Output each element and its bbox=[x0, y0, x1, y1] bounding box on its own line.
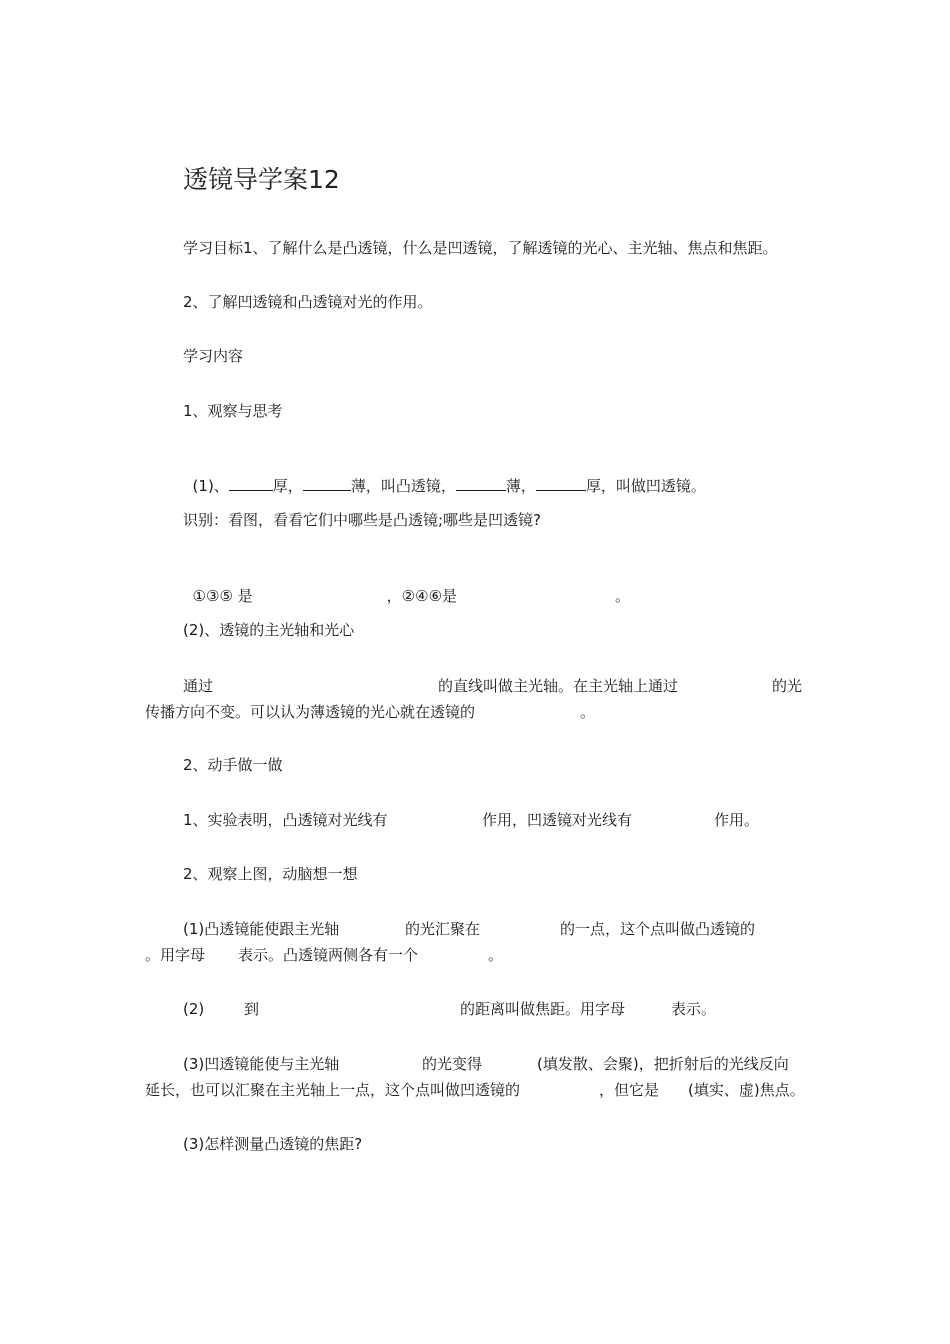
concave-t4: 延长，也可以汇聚在主光轴上一点，这个点叫做凹透镜的 bbox=[145, 1081, 521, 1099]
axis-t2: 的直线叫做主光轴。在主光轴上通过 bbox=[438, 677, 679, 695]
convex-t4: 。用字母 bbox=[145, 946, 206, 964]
concave-t3: (填发散、会聚)，把折射后的光线反向 bbox=[537, 1055, 789, 1073]
heading-hands-on: 2、动手做一做 bbox=[183, 756, 283, 774]
q2-heading: (2)、透镜的主光轴和光心 bbox=[183, 621, 355, 639]
convex-t6: 。 bbox=[488, 946, 504, 964]
answer-c: 。 bbox=[615, 587, 631, 605]
heading-observe-think: 1、观察与思考 bbox=[183, 402, 283, 420]
concave-t1: (3)凹透镜能使与主光轴 bbox=[183, 1055, 340, 1073]
q1-text-4: 厚，叫做凹透镜。 bbox=[585, 477, 706, 495]
convex-t3: 的一点，这个点叫做凸透镜的 bbox=[560, 920, 756, 938]
fill-blank[interactable] bbox=[229, 476, 273, 491]
concave-t2: 的光变得 bbox=[422, 1055, 483, 1073]
answer-line bbox=[183, 566, 630, 606]
focal-t4: 表示。 bbox=[671, 1000, 717, 1018]
objective-1: 学习目标1、了解什么是凸透镜，什么是凹透镜，了解透镜的光心、主光轴、焦点和焦距。 bbox=[183, 239, 778, 257]
concave-t6: (填实、虚)焦点。 bbox=[688, 1081, 805, 1099]
q1-text-2: 薄，叫凸透镜， bbox=[350, 477, 456, 495]
concave-t5: ，但它是 bbox=[599, 1081, 660, 1099]
identify-instruction: 识别：看图，看看它们中哪些是凸透镜;哪些是凹透镜? bbox=[183, 511, 542, 529]
section-learning-content: 学习内容 bbox=[183, 347, 244, 365]
axis-t5: 。 bbox=[580, 703, 596, 721]
focal-t3: 的距离叫做焦距。用字母 bbox=[460, 1000, 626, 1018]
experiment-t2: 作用，凹透镜对光线有 bbox=[482, 811, 633, 829]
convex-t5: 表示。凸透镜两侧各有一个 bbox=[238, 946, 419, 964]
objective-2: 2、了解凹透镜和凸透镜对光的作用。 bbox=[183, 293, 433, 311]
q1-text-3: 薄， bbox=[505, 477, 536, 495]
observe-figure: 2、观察上图，动脑想一想 bbox=[183, 865, 358, 883]
experiment-t3: 作用。 bbox=[714, 811, 760, 829]
fill-blank[interactable] bbox=[456, 476, 506, 491]
fill-blank[interactable] bbox=[536, 476, 586, 491]
axis-t3: 的光 bbox=[772, 677, 803, 695]
axis-t1: 通过 bbox=[183, 677, 214, 695]
focal-t1: (2) bbox=[183, 1000, 205, 1018]
measure-question: (3)怎样测量凸透镜的焦距? bbox=[183, 1135, 363, 1153]
q1-prefix: (1)、 bbox=[192, 477, 229, 495]
focal-t2: 到 bbox=[244, 1000, 260, 1018]
question-1-line bbox=[183, 456, 706, 496]
page-title: 透镜导学案12 bbox=[183, 165, 340, 194]
convex-t1: (1)凸透镜能使跟主光轴 bbox=[183, 920, 340, 938]
answer-a: ①③⑤ 是 bbox=[192, 587, 253, 605]
q1-text-1: 厚， bbox=[272, 477, 303, 495]
answer-b: ，②④⑥是 bbox=[386, 587, 458, 605]
fill-blank[interactable] bbox=[303, 476, 351, 491]
axis-t4: 传播方向不变。可以认为薄透镜的光心就在透镜的 bbox=[145, 703, 476, 721]
experiment-t1: 1、实验表明，凸透镜对光线有 bbox=[183, 811, 388, 829]
convex-t2: 的光汇聚在 bbox=[405, 920, 481, 938]
